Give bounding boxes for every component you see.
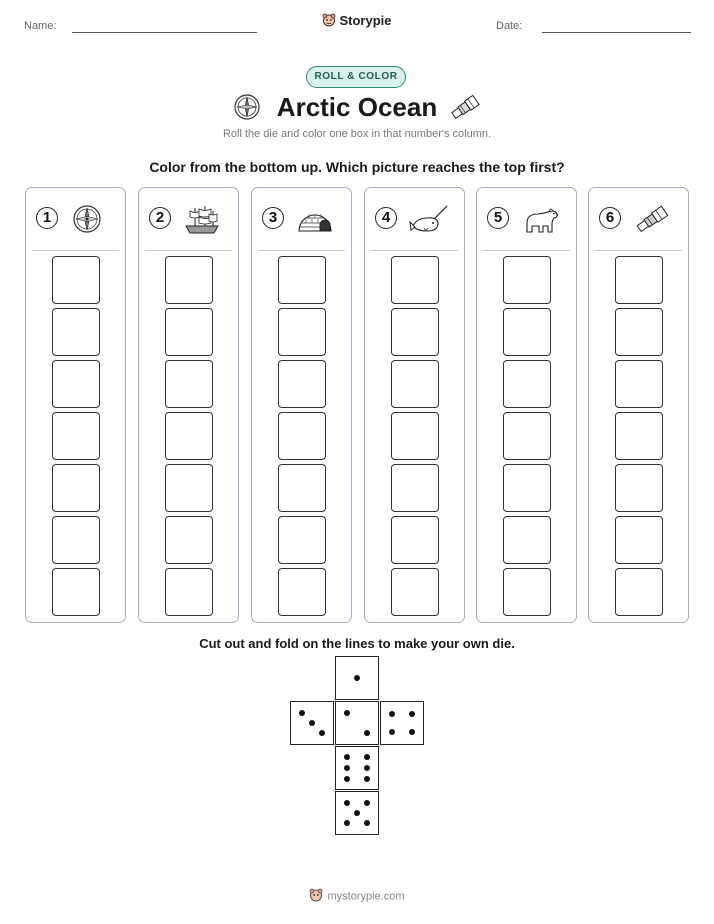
color-box[interactable] — [165, 568, 213, 616]
column-3 — [251, 187, 352, 623]
color-box[interactable] — [278, 308, 326, 356]
color-box[interactable] — [52, 308, 100, 356]
die-pip — [354, 810, 360, 816]
color-box[interactable] — [278, 412, 326, 460]
column-number: 3 — [262, 207, 284, 229]
subtitle: Roll the die and color one box in that number's column. — [222, 128, 492, 140]
die-face-2 — [335, 701, 379, 745]
storypie-logo-icon — [322, 13, 336, 30]
color-box[interactable] — [503, 256, 551, 304]
spyglass-icon — [633, 204, 671, 239]
die-pip — [344, 710, 350, 716]
color-box[interactable] — [52, 568, 100, 616]
roll-and-color-badge: ROLL & COLOR — [306, 66, 406, 88]
color-box[interactable] — [615, 308, 663, 356]
color-box[interactable] — [278, 256, 326, 304]
die-pip — [409, 711, 415, 717]
color-box[interactable] — [503, 464, 551, 512]
column-header — [599, 206, 679, 236]
color-box[interactable] — [503, 360, 551, 408]
die-face-1 — [335, 656, 379, 700]
column-header — [375, 206, 455, 236]
color-box[interactable] — [391, 464, 439, 512]
die-net[interactable] — [290, 656, 424, 835]
color-box[interactable] — [615, 256, 663, 304]
die-pip — [344, 820, 350, 826]
color-box[interactable] — [503, 568, 551, 616]
die-pip — [344, 800, 350, 806]
color-box[interactable] — [52, 256, 100, 304]
igloo-icon — [296, 204, 334, 239]
polar-bear-icon — [521, 204, 561, 241]
column-divider — [483, 250, 570, 251]
column-number: 1 — [36, 207, 58, 229]
die-pip — [344, 754, 350, 760]
color-box[interactable] — [278, 568, 326, 616]
page-title: Arctic Ocean — [276, 92, 438, 122]
column-header — [262, 206, 342, 236]
column-header — [149, 206, 229, 236]
die-pip — [354, 675, 360, 681]
column-divider — [258, 250, 345, 251]
color-box[interactable] — [391, 256, 439, 304]
column-divider — [595, 250, 682, 251]
column-5 — [476, 187, 577, 623]
column-6 — [588, 187, 689, 623]
die-pip — [364, 765, 370, 771]
die-face-5 — [335, 791, 379, 835]
color-box[interactable] — [615, 568, 663, 616]
ship-icon — [183, 204, 221, 241]
die-pip — [389, 729, 395, 735]
column-divider — [145, 250, 232, 251]
color-box[interactable] — [52, 516, 100, 564]
column-2 — [138, 187, 239, 623]
die-pip — [344, 776, 350, 782]
column-header — [487, 206, 567, 236]
color-box[interactable] — [278, 464, 326, 512]
color-box[interactable] — [165, 412, 213, 460]
column-number: 5 — [487, 207, 509, 229]
die-face-3 — [290, 701, 334, 745]
die-pip — [364, 776, 370, 782]
color-box[interactable] — [165, 360, 213, 408]
compass-icon — [70, 204, 104, 239]
die-pip — [409, 729, 415, 735]
color-box[interactable] — [391, 308, 439, 356]
name-label: Name: — [24, 20, 57, 32]
brand-name: Storypie — [339, 13, 392, 28]
color-box[interactable] — [503, 516, 551, 564]
column-number: 4 — [375, 207, 397, 229]
narwhal-icon — [409, 204, 449, 241]
column-divider — [32, 250, 119, 251]
color-box[interactable] — [52, 464, 100, 512]
die-pip — [389, 711, 395, 717]
color-box[interactable] — [52, 360, 100, 408]
die-pip — [364, 730, 370, 736]
die-pip — [309, 720, 315, 726]
color-box[interactable] — [503, 412, 551, 460]
color-box[interactable] — [503, 308, 551, 356]
storypie-logo-icon — [309, 888, 323, 905]
color-box[interactable] — [615, 360, 663, 408]
column-header — [36, 206, 116, 236]
color-box[interactable] — [165, 308, 213, 356]
spyglass-icon — [448, 92, 482, 127]
die-face-4 — [380, 701, 424, 745]
column-divider — [371, 250, 458, 251]
die-pip — [364, 800, 370, 806]
date-line[interactable] — [542, 32, 691, 33]
instruction: Color from the bottom up. Which picture reaches the top first? — [149, 159, 565, 175]
color-box[interactable] — [165, 464, 213, 512]
color-box[interactable] — [165, 516, 213, 564]
color-box[interactable] — [391, 412, 439, 460]
column-4 — [364, 187, 465, 623]
die-pip — [299, 710, 305, 716]
column-number: 6 — [599, 207, 621, 229]
color-box[interactable] — [278, 360, 326, 408]
die-pip — [364, 754, 370, 760]
cut-instruction: Cut out and fold on the lines to make your own die. — [199, 636, 515, 651]
color-box[interactable] — [165, 256, 213, 304]
die-pip — [364, 820, 370, 826]
column-1 — [25, 187, 126, 623]
die-face-6 — [335, 746, 379, 790]
brand — [0, 13, 714, 30]
footer — [0, 888, 714, 905]
color-box[interactable] — [391, 568, 439, 616]
color-box[interactable] — [391, 516, 439, 564]
roll-columns — [25, 187, 690, 623]
color-box[interactable] — [615, 464, 663, 512]
column-number: 2 — [149, 207, 171, 229]
date-label: Date: — [496, 20, 523, 32]
die-pip — [319, 730, 325, 736]
color-box[interactable] — [391, 360, 439, 408]
color-box[interactable] — [52, 412, 100, 460]
name-line[interactable] — [72, 32, 257, 33]
color-box[interactable] — [278, 516, 326, 564]
color-box[interactable] — [615, 516, 663, 564]
color-box[interactable] — [615, 412, 663, 460]
die-pip — [344, 765, 350, 771]
footer-site[interactable]: mystorypie.com — [327, 890, 405, 903]
